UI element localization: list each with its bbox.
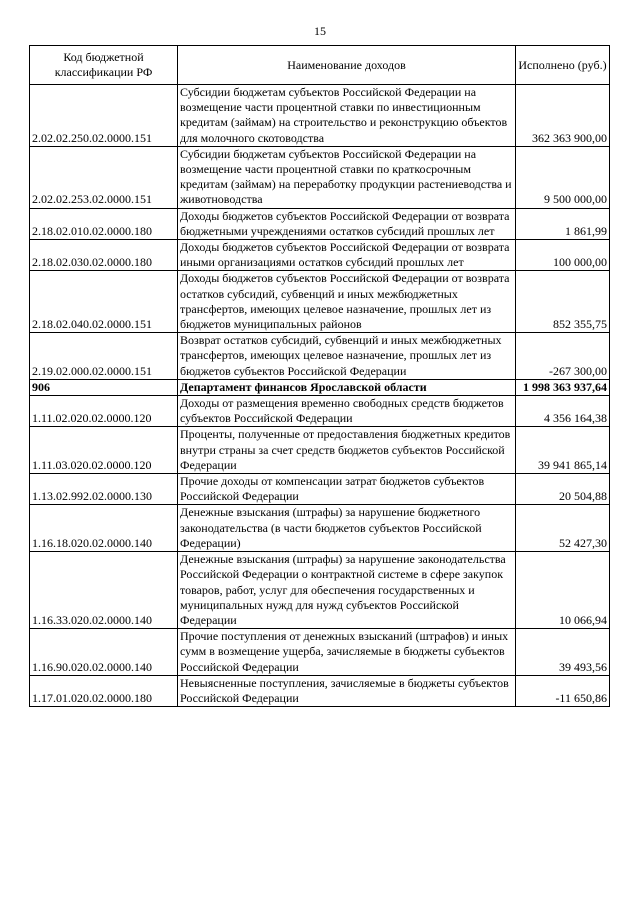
table-row: [30, 629, 610, 676]
cell-amount: 852 355,75: [516, 271, 610, 333]
table-row: [30, 396, 610, 427]
table-body: [30, 85, 610, 707]
cell-amount: 52 427,30: [516, 505, 610, 552]
cell-amount: -11 650,86: [516, 675, 610, 706]
cell-name: Проценты, полученные от предоставления бюджетных кредитов внутри страны за счет средств бюджетов субъектов Российской Федерации: [178, 427, 516, 474]
cell-amount: 1 861,99: [516, 208, 610, 239]
cell-amount: -267 300,00: [516, 333, 610, 380]
cell-code: 2.18.02.030.02.0000.180: [30, 240, 178, 271]
cell-code: 1.16.18.020.02.0000.140: [30, 505, 178, 552]
cell-code: 2.02.02.253.02.0000.151: [30, 146, 178, 208]
cell-name: Доходы бюджетов субъектов Российской Федерации от возврата иными организациями остатков субсидий прошлых лет: [178, 240, 516, 271]
table-row: [30, 85, 610, 147]
income-table: [29, 45, 610, 707]
table-row: [30, 271, 610, 333]
table-row: [30, 333, 610, 380]
header-name: Наименование доходов: [178, 46, 516, 85]
cell-code: 2.18.02.010.02.0000.180: [30, 208, 178, 239]
table-row: [30, 675, 610, 706]
cell-name: Возврат остатков субсидий, субвенций и иных межбюджетных трансфертов, имеющих целевое назначение, прошлых лет из бюджетов субъектов Российской Федерации: [178, 333, 516, 380]
cell-code: 1.16.33.020.02.0000.140: [30, 552, 178, 629]
page-number: 15: [314, 24, 326, 38]
table-row: [30, 505, 610, 552]
cell-name: Департамент финансов Ярославской области: [178, 379, 516, 395]
cell-code: 1.17.01.020.02.0000.180: [30, 675, 178, 706]
cell-name: Прочие доходы от компенсации затрат бюджетов субъектов Российской Федерации: [178, 474, 516, 505]
cell-code: 1.11.03.020.02.0000.120: [30, 427, 178, 474]
cell-amount: 4 356 164,38: [516, 396, 610, 427]
cell-code: 906: [30, 379, 178, 395]
cell-amount: 39 493,56: [516, 629, 610, 676]
cell-amount: 362 363 900,00: [516, 85, 610, 147]
cell-amount: 39 941 865,14: [516, 427, 610, 474]
table-row: [30, 240, 610, 271]
cell-code: 1.13.02.992.02.0000.130: [30, 474, 178, 505]
table-header-row: [30, 46, 610, 85]
cell-amount: 9 500 000,00: [516, 146, 610, 208]
table-row: [30, 208, 610, 239]
cell-name: Доходы бюджетов субъектов Российской Федерации от возврата бюджетными учреждениями остатков субсидий прошлых лет: [178, 208, 516, 239]
cell-amount: 1 998 363 937,64: [516, 379, 610, 395]
cell-name: Доходы бюджетов субъектов Российской Федерации от возврата остатков субсидий, субвенций и иных межбюджетных трансфертов, имеющих целевое назначение, прошлых лет из бюджетов муниципальных районов: [178, 271, 516, 333]
table-row: [30, 474, 610, 505]
cell-code: 2.18.02.040.02.0000.151: [30, 271, 178, 333]
cell-code: 2.02.02.250.02.0000.151: [30, 85, 178, 147]
cell-name: Денежные взыскания (штрафы) за нарушение законодательства Российской Федерации о контрактной системе в сфере закупок товаров, работ, услуг для обеспечения государственных и муниципальных нужд для нужд субъектов Российской Федерации: [178, 552, 516, 629]
cell-amount: 20 504,88: [516, 474, 610, 505]
cell-amount: 100 000,00: [516, 240, 610, 271]
table-row: [30, 427, 610, 474]
cell-name: Субсидии бюджетам субъектов Российской Федерации на возмещение части процентной ставки по инвестиционным кредитам (займам) на строительство и реконструкцию объектов для молочного скотоводства: [178, 85, 516, 147]
cell-code: 2.19.02.000.02.0000.151: [30, 333, 178, 380]
header-code: Код бюджетной классификации РФ: [30, 46, 178, 85]
table-row: [30, 379, 610, 395]
cell-code: 1.16.90.020.02.0000.140: [30, 629, 178, 676]
cell-amount: 10 066,94: [516, 552, 610, 629]
cell-name: Доходы от размещения временно свободных средств бюджетов субъектов Российской Федерации: [178, 396, 516, 427]
header-amount: Исполнено (руб.): [516, 46, 610, 85]
cell-name: Прочие поступления от денежных взысканий (штрафов) и иных сумм в возмещение ущерба, зачисляемые в бюджеты субъектов Российской Федерации: [178, 629, 516, 676]
cell-code: 1.11.02.020.02.0000.120: [30, 396, 178, 427]
table-row: [30, 552, 610, 629]
table-row: [30, 146, 610, 208]
cell-name: Субсидии бюджетам субъектов Российской Федерации на возмещение части процентной ставки по краткосрочным кредитам (займам) на переработку продукции растениеводства и животноводства: [178, 146, 516, 208]
cell-name: Невыясненные поступления, зачисляемые в бюджеты субъектов Российской Федерации: [178, 675, 516, 706]
cell-name: Денежные взыскания (штрафы) за нарушение бюджетного законодательства (в части бюджетов субъектов Российской Федерации): [178, 505, 516, 552]
